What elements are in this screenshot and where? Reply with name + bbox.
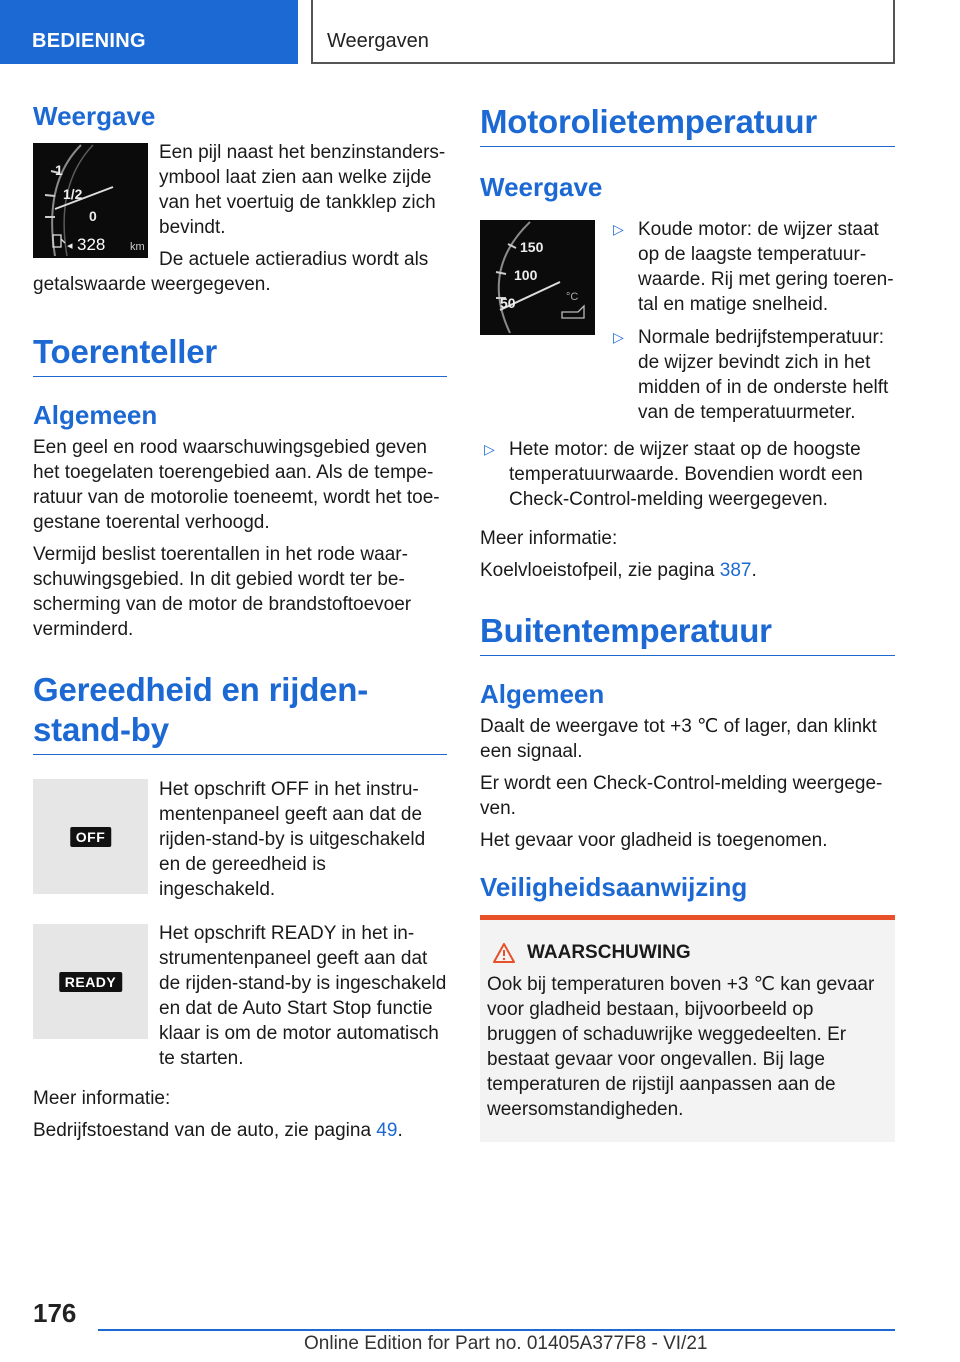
weergave-text-2: De actuele actieradius wordt als getalswaarde weergegeven. xyxy=(33,249,429,295)
list-item-text: Normale bedrijfstemperatuur: de wijzer bevindt zich in het midden of in de onderste helft van de temperatuurmeter. xyxy=(638,327,889,423)
right-column xyxy=(480,102,895,1142)
reference-left-end: . xyxy=(397,1120,403,1141)
toerenteller-heading: Toerenteller xyxy=(33,332,447,377)
weergave-heading-right: Weergave xyxy=(480,172,603,202)
page-number: 176 xyxy=(33,1298,77,1328)
buiten-text-1: Daalt de weergave tot +3 ℃ of lager, dan klinkt een signaal. xyxy=(480,716,877,762)
fuel-range-unit: km xyxy=(130,241,145,253)
footer-divider xyxy=(98,1329,895,1331)
warning-triangle-icon xyxy=(493,943,515,963)
ready-indicator-image xyxy=(33,924,148,1039)
reference-left-text: Bedrijfstoestand van de auto, zie pagina xyxy=(33,1120,377,1141)
off-text: Het opschrift OFF in het instrumentenpaneel geeft aan dat de rijden-stand-by is uitgeschakeld en de gereedheid is ingeschakeld. xyxy=(159,779,426,900)
page-link-49[interactable]: 49 xyxy=(376,1120,398,1141)
fuel-tick-empty: 0 xyxy=(89,208,97,224)
list-item-text: Koude motor: de wijzer staat op de laagste temperatuurwaarde. Rij met gering toerental en matige snelheid. xyxy=(638,219,894,315)
gereedheid-heading: Gereedheid en rijdenstand-by xyxy=(33,670,447,755)
fuel-range-value: 328 xyxy=(77,235,106,254)
fuel-gauge-graphic xyxy=(33,143,148,258)
page-link-387[interactable]: 387 xyxy=(719,560,752,581)
list-item xyxy=(609,217,895,317)
algemeen-text-2: Vermijd beslist toerentallen in het rode waarschuwingsgebied. In dit gebied wordt ter bescherming van de motor de brandstoftoevoer verminderd. xyxy=(33,544,412,640)
buiten-text-3: Het gevaar voor gladheid is toegenomen. xyxy=(480,830,828,851)
buiten-text-2: Er wordt een Check-Control-melding weergegeven. xyxy=(480,773,883,819)
algemeen-heading-right: Algemeen xyxy=(480,679,605,709)
veiligheid-heading: Veiligheidsaanwijzing xyxy=(480,872,748,902)
off-badge: OFF xyxy=(70,827,112,847)
weergave-heading: Weergave xyxy=(33,101,156,131)
reference-right xyxy=(480,558,895,583)
topic-tab xyxy=(311,0,895,64)
fuel-gauge-image xyxy=(33,143,148,258)
warning-label: WAARSCHUWING xyxy=(527,942,691,963)
fuel-tick-full: 1 xyxy=(55,162,63,178)
reference-right-end: . xyxy=(751,560,757,581)
triangle-marker-icon: ▷ xyxy=(484,441,495,457)
temperature-list-nested xyxy=(609,217,895,433)
meer-info-left: Meer informatie: xyxy=(33,1088,171,1109)
fuel-pump-icon xyxy=(53,235,65,247)
section-title: BEDIENING xyxy=(32,30,146,52)
temp-tick-50: 50 xyxy=(500,295,516,311)
temperature-gauge-image xyxy=(480,220,595,335)
list-item xyxy=(480,437,895,512)
list-item-text: Hete motor: de wijzer staat op de hoogste temperatuurwaarde. Bovendien wordt een Check-Control-melding weergegeven. xyxy=(509,439,863,510)
reference-right-text: Koelvloeistofpeil, zie pagina xyxy=(480,560,720,581)
left-column xyxy=(33,100,447,1150)
warning-title xyxy=(487,942,887,964)
algemeen-text-1: Een geel en rood waarschuwingsgebied geven het toegelaten toerengebied aan. Als de temperatuur van de motorolie toeneemt, wordt het toegestane toerental verhoogd. xyxy=(33,437,440,533)
warning-text: Ook bij temperaturen boven +3 ℃ kan gevaar voor gladheid bestaan, bijvoorbeeld op bruggen of schaduwrijke weggedeelten. Er bestaat gevaar voor ongevallen. Bij lage temperaturen de rijstijl aanpassen aan de weersomstandigheden. xyxy=(487,974,875,1120)
ready-badge: READY xyxy=(59,972,123,992)
off-indicator-image xyxy=(33,779,148,894)
meer-info-right: Meer informatie: xyxy=(480,528,618,549)
fuel-tick-half: 1/2 xyxy=(63,186,83,202)
edition-note: Online Edition for Part no. 01405A377F8 - VI/21 xyxy=(304,1333,708,1354)
temp-unit: °C xyxy=(566,291,579,303)
motorolie-heading: Motorolietemperatuur xyxy=(480,102,895,147)
temperature-list xyxy=(480,437,895,512)
algemeen-heading: Algemeen xyxy=(33,400,158,430)
reference-left xyxy=(33,1118,447,1143)
list-item xyxy=(609,325,895,425)
temperature-gauge-graphic xyxy=(480,220,595,335)
svg-text:◂: ◂ xyxy=(67,240,73,252)
weergave-text-1: Een pijl naast het benzinstandersymbool laat zien aan welke zijde van het voertuig de tankklep zich bevindt. xyxy=(159,142,446,238)
triangle-marker-icon: ▷ xyxy=(613,329,624,345)
ready-text: Het opschrift READY in het instrumentenpaneel geeft aan dat de rijden-stand-by is ingeschakeld en dat de Auto Start Stop functie klaar is om de motor automatisch te starten. xyxy=(159,923,447,1069)
temp-tick-150: 150 xyxy=(520,239,544,255)
topic-title: Weergaven xyxy=(327,30,429,52)
temp-tick-100: 100 xyxy=(514,267,538,283)
section-tab xyxy=(0,0,298,64)
oil-can-icon xyxy=(562,306,584,318)
buitentemperatuur-heading: Buitentemperatuur xyxy=(480,611,895,656)
warning-box xyxy=(480,915,895,1142)
triangle-marker-icon: ▷ xyxy=(613,221,624,237)
